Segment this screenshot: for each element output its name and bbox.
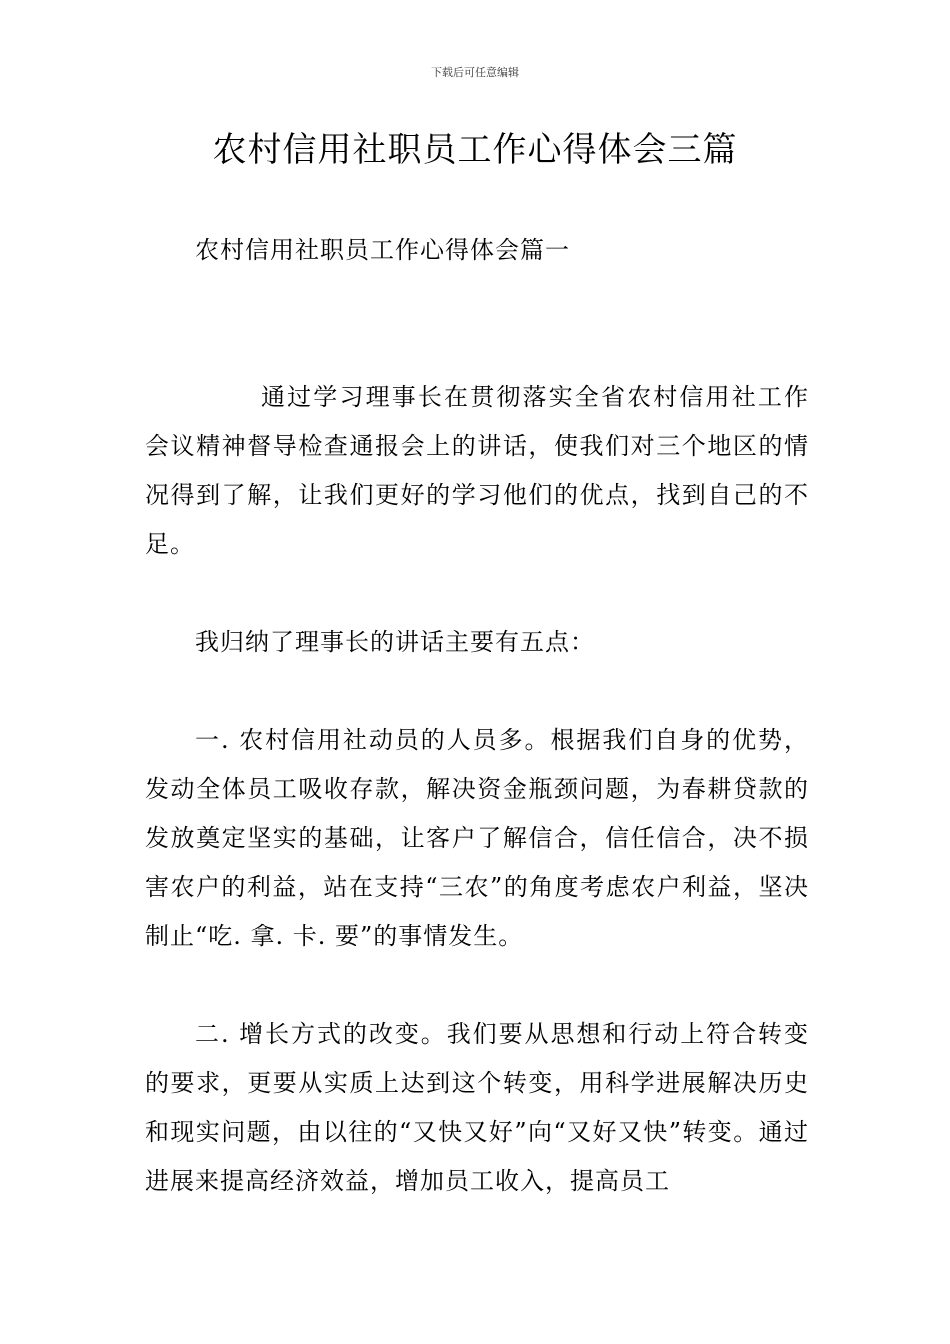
header-note: 下载后可任意编辑: [431, 66, 519, 79]
paragraph-point-two: 二. 增长方式的改变。我们要从思想和行动上符合转变的要求，更要从实质上达到这个转变，用科学进展解决历史和现实问题，由以往的“又快又好”向“又好又快”转变。通过进展来提高经济效益，增加员工收入，提高员工: [145, 1020, 809, 1195]
paragraph-point-one: 一. 农村信用社动员的人员多。根据我们自身的优势，发动全体员工吸收存款，解决资金瓶颈问题，为春耕贷款的发放奠定坚实的基础，让客户了解信合，信任信合，决不损害农户的利益，站在支持“三农”的角度考虑农户利益，坚决制止“吃. 拿. 卡. 要”的事情发生。: [145, 726, 809, 950]
document-body: [145, 226, 809, 1206]
paragraph-summary: 我归纳了理事长的讲话主要有五点：: [195, 628, 595, 656]
document-title: 农村信用社职员工作心得体会三篇: [212, 130, 738, 170]
paragraph-intro: 通过学习理事长在贯彻落实全省农村信用社工作会议精神督导检查通报会上的讲话，使我们对三个地区的情况得到了解，让我们更好的学习他们的优点，找到自己的不足。: [145, 383, 809, 558]
section-title: 农村信用社职员工作心得体会篇一: [195, 236, 570, 264]
